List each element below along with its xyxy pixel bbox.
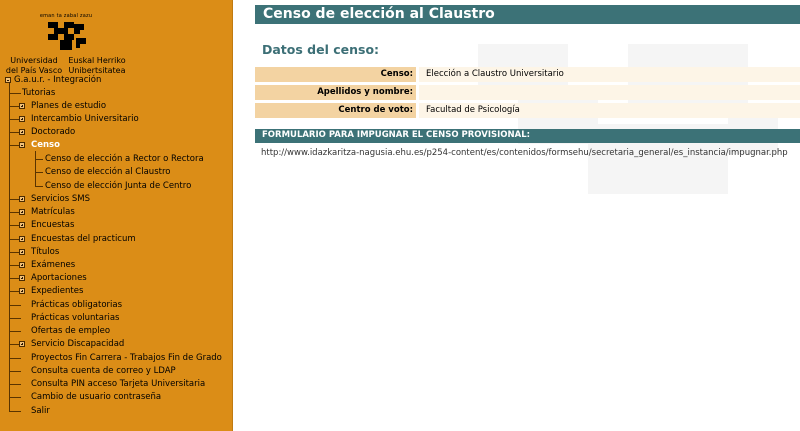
logo-caption: eman ta zabal zazu (39, 13, 93, 19)
collapse-icon[interactable] (5, 77, 11, 83)
university-name-eu: Euskal Herriko Unibertsitatea (68, 56, 126, 75)
census-row (255, 103, 800, 118)
census-row (255, 85, 800, 100)
expand-icon[interactable] (19, 262, 25, 268)
census-value: Facultad de Psicología (419, 103, 800, 118)
expand-icon[interactable] (19, 341, 25, 347)
page-header (255, 5, 800, 24)
expand-icon[interactable] (19, 129, 25, 135)
page-title: Censo de elección al Claustro (263, 6, 495, 22)
census-value (419, 85, 800, 100)
expand-icon[interactable] (19, 103, 25, 109)
expand-icon[interactable] (19, 116, 25, 122)
section-title: Datos del censo: (262, 42, 380, 57)
expand-icon[interactable] (19, 196, 25, 202)
census-label: Censo: (255, 67, 416, 82)
tree-line (35, 151, 36, 186)
navigation-tree: G.a.u.r. - Integración Tutorias Planes de estudio Intercambio Universitario Doctorado Censo Censo de elección a Rector o Rectora Censo de elección al Claustro Censo de elección Junta de Centro Servicios SMS Matrículas Encuestas Encuestas del practicum Títulos Exámenes Aportaciones Expedientes Prácticas obligatorias Prácticas voluntarias Ofertas de empleo Servicio Discapacidad Proyectos Fin Carrera - Trabajos Fin de Grado Consulta cuenta de correo y LDAP Consulta PIN acceso Tarjeta Universitaria Cambio de usuario contraseña Salir (0, 0, 233, 431)
expand-icon[interactable] (19, 209, 25, 215)
collapse-icon[interactable] (19, 142, 25, 148)
university-name-es: Universidad del País Vasco (5, 56, 63, 75)
form-title: FORMULARIO PARA IMPUGNAR EL CENSO PROVISIONAL: (262, 130, 531, 140)
census-value: Elección a Claustro Universitario (419, 67, 800, 82)
sidebar (0, 0, 233, 431)
watermark-logo-icon (478, 34, 778, 204)
expand-icon[interactable] (19, 275, 25, 281)
expand-icon[interactable] (19, 222, 25, 228)
expand-icon[interactable] (19, 288, 25, 294)
census-row (255, 67, 800, 82)
expand-icon[interactable] (19, 249, 25, 255)
expand-icon[interactable] (19, 236, 25, 242)
census-label: Centro de voto: (255, 103, 416, 118)
form-link[interactable]: http://www.idazkaritza-nagusia.ehu.es/p254-content/es/contenidos/formsehu/secretaria_general/es_instancia/impugnar.php (261, 148, 788, 158)
form-header (255, 129, 800, 143)
census-label: Apellidos y nombre: (255, 85, 416, 100)
